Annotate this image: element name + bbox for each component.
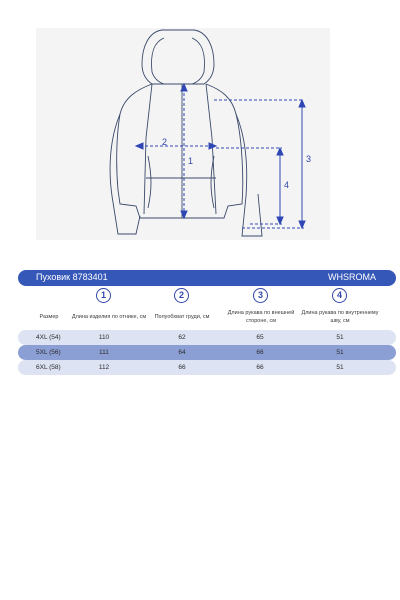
pocket-left	[148, 156, 151, 208]
measure-label-4: 4	[284, 180, 290, 190]
row-size: 5XL (56)	[36, 349, 61, 356]
left-sleeve	[110, 114, 140, 234]
column-header-1: Длина изделия по отнике, см	[71, 314, 147, 320]
table-row	[18, 330, 396, 345]
column-number-3: 3	[253, 288, 268, 303]
column-number-1: 1	[96, 288, 111, 303]
row-value: 66	[256, 349, 264, 356]
measure-label-2: 2	[162, 137, 168, 147]
brand-name: WHSROMA	[328, 272, 376, 282]
table-row	[18, 360, 396, 375]
row-value: 111	[99, 349, 109, 356]
row-value: 51	[336, 364, 344, 371]
left-panel	[144, 84, 152, 214]
row-value: 51	[336, 349, 344, 356]
row-value: 51	[336, 334, 344, 341]
product-title-bar	[18, 270, 396, 286]
right-panel	[206, 84, 216, 214]
product-title: Пуховик 8783401	[36, 272, 108, 282]
measure-label-3: 3	[306, 154, 312, 164]
jacket-measurement-diagram	[36, 28, 330, 240]
body-outline	[117, 84, 243, 218]
row-value: 66	[178, 364, 186, 371]
table-row	[18, 345, 396, 360]
row-value: 112	[98, 364, 110, 371]
row-value: 65	[256, 334, 264, 341]
column-number-2: 2	[174, 288, 189, 303]
row-value: 110	[98, 334, 110, 341]
column-number-4: 4	[332, 288, 347, 303]
row-value: 62	[178, 334, 186, 341]
hood-inner	[152, 38, 205, 84]
size-header: Размер	[39, 314, 59, 320]
hood-outline	[142, 30, 214, 84]
row-size: 6XL (58)	[36, 364, 61, 371]
row-size: 4XL (54)	[36, 334, 61, 341]
column-header-4: Длина рукава по внутреннему шву, см	[301, 310, 379, 324]
row-value: 64	[178, 349, 186, 356]
column-header-2: Полуобхват груди, см	[154, 314, 210, 320]
column-header-3: Длина рукава по внешней стороне, см	[227, 310, 295, 324]
row-value: 66	[256, 364, 264, 371]
measure-label-1: 1	[188, 156, 194, 166]
